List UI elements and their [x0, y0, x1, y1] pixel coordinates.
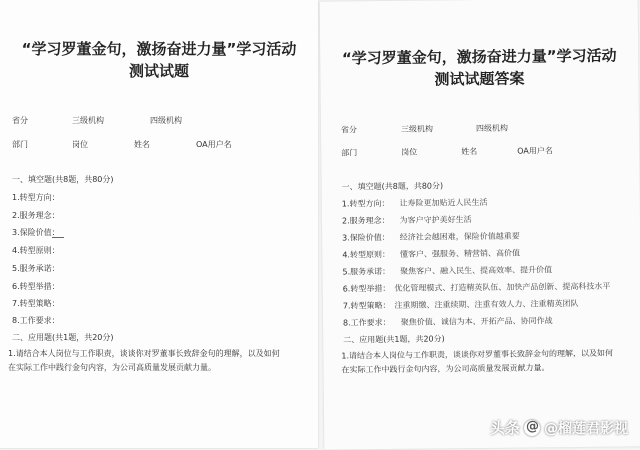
- field-department: 部门: [12, 140, 28, 149]
- question-2: 2.服务理念：: [12, 211, 60, 220]
- toutiao-watermark: [490, 417, 628, 438]
- question-4: 4.转型原则：: [12, 246, 60, 255]
- answer-5-label: 5.服务承诺：: [342, 266, 391, 277]
- answer-field-level4-org: 四级机构: [475, 123, 509, 134]
- title-line-1: “学习罗董金句，激扬奋进力量”学习活动: [21, 40, 297, 58]
- watermark-account: @榴莲君影视: [544, 420, 628, 437]
- answer-application-line-1: 1.请结合本人岗位与工作职责，谈谈你对罗董事长致辞金句的理解，以及如何: [341, 348, 614, 361]
- answer-2-label: 2.服务理念：: [341, 215, 390, 226]
- answer-1: [342, 197, 488, 210]
- question-1: 1.转型方向：: [12, 193, 60, 202]
- answer-sheet: [320, 0, 640, 450]
- answer-4-text: 懂客户、强服务、精营销、高价值: [399, 248, 520, 259]
- watermark-platform: 头条: [489, 419, 520, 437]
- exam-sheet: [0, 0, 318, 448]
- field-position: 岗位: [72, 140, 88, 149]
- question-3: 3.保险价值：: [12, 228, 60, 237]
- at-icon: [524, 420, 540, 436]
- answer-7-text: 注重期缴、注重续期、注重有效人力、注重精英团队: [394, 298, 579, 310]
- answer-3-label: 3.保险价值：: [342, 232, 390, 243]
- answer-title-line-2: 测试试题答案: [434, 69, 525, 89]
- answer-underline: [52, 237, 64, 238]
- answer-application-question: [341, 346, 640, 377]
- application-question: [8, 347, 308, 375]
- application-line-1: 1.请结合本人岗位与工作职责，谈谈你对罗董事长致辞金句的理解，以及如何: [8, 349, 280, 358]
- answer-6-label: 6.转型举措：: [342, 283, 391, 294]
- answer-field-position: 岗位: [401, 147, 418, 157]
- answer-5-text: 聚焦客户、融入民生、提高效率、提升价值: [400, 265, 553, 276]
- answer-3-text: 经济社会越困难，保险价值越重要: [399, 231, 520, 242]
- field-level3-org: 三级机构: [72, 116, 104, 125]
- answer-field-province: 省分: [340, 125, 358, 135]
- answer-4-label: 4.转型原则：: [342, 249, 391, 260]
- section-application: 二、应用题(共1题，共20分): [12, 333, 114, 342]
- answer-6: [343, 281, 611, 295]
- answer-5: [342, 264, 552, 277]
- field-name: 姓名: [134, 140, 150, 149]
- answer-8-label: 8.工作要求：: [342, 317, 391, 328]
- answer-8: [343, 315, 553, 328]
- application-line-2: 在实际工作中践行金句内容，为公司高质量发展贡献力量。: [8, 363, 216, 372]
- answer-2-text: 为客户守护美好生活: [399, 215, 472, 225]
- question-6: 6.转型举措：: [12, 282, 60, 291]
- exam-title: [0, 38, 318, 82]
- question-5: 5.服务承诺：: [12, 264, 60, 273]
- answer-7-label: 7.转型策略：: [342, 300, 391, 311]
- field-province: 省分: [12, 116, 28, 125]
- answer-1-label: 1.转型方向：: [341, 198, 390, 209]
- answer-field-name: 姓名: [461, 147, 478, 157]
- answer-field-department: 部门: [341, 148, 358, 158]
- answer-field-level3-org: 三级机构: [400, 124, 434, 134]
- answer-4: [342, 248, 520, 261]
- question-7: 7.转型策略：: [12, 299, 60, 308]
- title-line-2: 测试试题: [128, 62, 189, 80]
- answer-field-oa-username: OA用户名: [517, 146, 553, 156]
- field-level4-org: 四级机构: [150, 116, 182, 125]
- answer-6-text: 优化管理模式、打造精英队伍、加快产品创新、提高科技水平: [394, 281, 611, 293]
- answer-section-fill-blank: 一、填空题(共8题，共80分): [341, 181, 444, 192]
- answer-8-text: 聚焦价值、诚信为本、开拓产品、协同作战: [400, 316, 553, 327]
- answer-section-application: 二、应用题(共1题，共20分): [343, 334, 445, 345]
- question-8: 8.工作要求：: [12, 316, 60, 325]
- answer-1-text: 让寿险更加贴近人民生活: [399, 197, 488, 208]
- answer-title-line-1: “学习罗董金句，激扬奋进力量”学习活动: [341, 46, 617, 68]
- answer-application-line-2: 在实际工作中践行金句内容，为公司高质量发展贡献力量。: [341, 363, 550, 375]
- field-oa-username: OA用户名: [196, 140, 232, 149]
- answer-7: [343, 298, 579, 311]
- answer-2: [342, 214, 472, 226]
- answer-title: [320, 44, 638, 91]
- answer-3: [342, 231, 520, 244]
- section-fill-blank: 一、填空题(共8题，共80分): [12, 175, 114, 184]
